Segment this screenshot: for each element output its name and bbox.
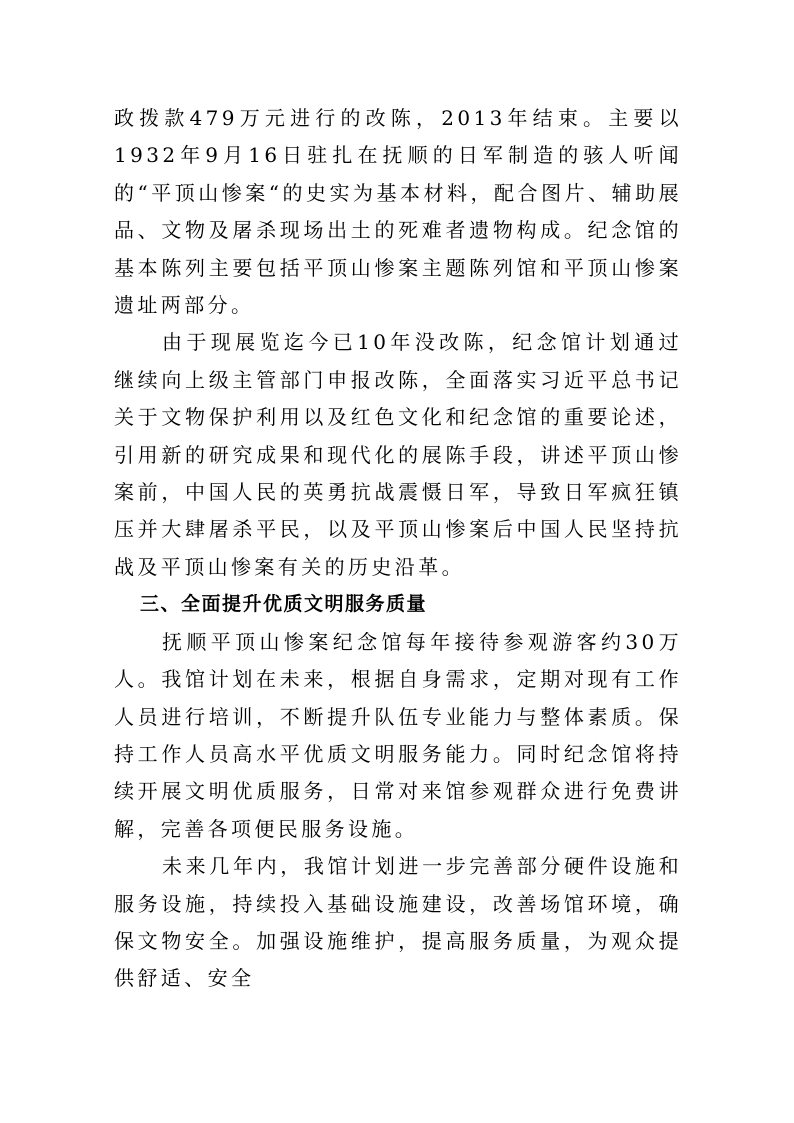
paragraph-renovation-funding: 政拨款479万元进行的改陈，2013年结束。主要以1932年9月16日驻扎在抚顺的日军制造的骇人听闻的“平顶山惨案“的史实为基本材料，配合图片、辅助展品、文物及屠杀现场出土的死难者遗物构成。纪念馆的基本陈列主要包括平顶山惨案主题陈列馆和平顶山惨案遗址两部分。 xyxy=(114,106,682,318)
section-heading-service-quality: 三、全面提升优质文明服务质量 xyxy=(140,593,428,616)
document-body xyxy=(114,100,682,998)
paragraph-staff-training: 抚顺平顶山惨案纪念馆每年接待参观游客约30万人。我馆计划在未来，根据自身需求，定期对现有工作人员进行培训，不断提升队伍专业能力与整体素质。保持工作人员高水平优质文明服务能力。同时纪念馆将持续开展文明优质服务，日常对来馆参观群众进行免费讲解，完善各项便民服务设施。 xyxy=(114,629,682,841)
paragraph-exhibition-plan: 由于现展览迄今已10年没改陈，纪念馆计划通过继续向上级主管部门申报改陈，全面落实习近平总书记关于文物保护利用以及红色文化和纪念馆的重要论述，引用新的研究成果和现代化的展陈手段，讲述平顶山惨案前，中国人民的英勇抗战震慑日军，导致日军疯狂镇压并大肆屠杀平民，以及平顶山惨案后中国人民坚持抗战及平顶山惨案有关的历史沿革。 xyxy=(114,330,682,579)
paragraph-facility-improvement: 未来几年内，我馆计划进一步完善部分硬件设施和服务设施，持续投入基础设施建设，改善场馆环境，确保文物安全。加强设施维护，提高服务质量，为观众提供舒适、安全 xyxy=(114,854,682,991)
